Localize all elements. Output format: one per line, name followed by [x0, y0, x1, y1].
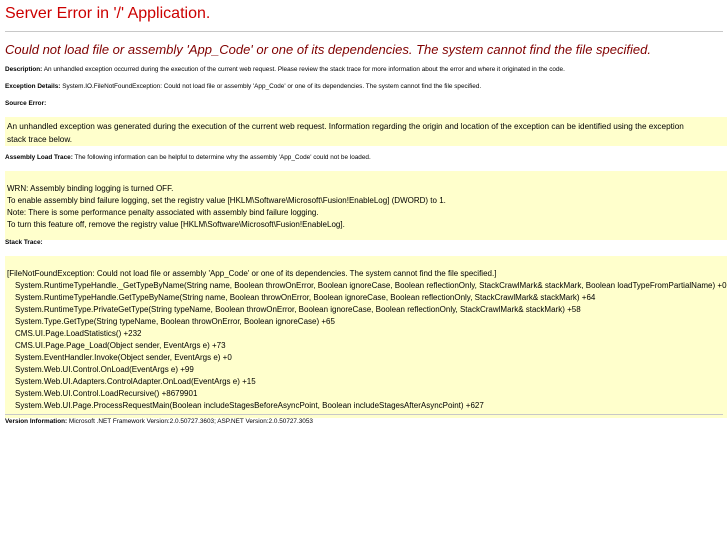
- exception-details-text: System.IO.FileNotFoundException: Could not load file or assembly 'App_Code' or one of its dependencies. The system cannot find the file specified.: [62, 83, 482, 90]
- stack-frame: System.RuntimeTypeHandle._GetTypeByName(String name, Boolean throwOnError, Boolean ignoreCase, Boolean reflectionOnly, StackCrawlMark& stackMark, Boolean loadTypeFromPartialName) +0: [15, 281, 727, 290]
- stack-frame: System.Type.GetType(String typeName, Boolean throwOnError, Boolean ignoreCase) +65: [15, 317, 335, 326]
- stack-frame: System.EventHandler.Invoke(Object sender, EventArgs e) +0: [15, 353, 232, 362]
- error-heading: Could not load file or assembly 'App_Code' or one of its dependencies. The system cannot find the file specified.: [5, 42, 651, 57]
- page-title: Server Error in '/' Application.: [5, 5, 211, 22]
- version-information-line: [5, 417, 313, 426]
- stack-trace-line: [5, 238, 43, 247]
- stack-frame: CMS.UI.Page.Page_Load(Object sender, EventArgs e) +73: [15, 341, 226, 350]
- stack-frame: System.Web.UI.Page.ProcessRequestMain(Boolean includeStagesBeforeAsyncPoint, Boolean includeStagesAfterAsyncPoint) +627: [15, 401, 484, 410]
- source-error-box: [5, 117, 727, 146]
- stack-trace-header: [FileNotFoundException: Could not load file or assembly 'App_Code' or one of its dependencies. The system cannot find the file specified.]: [7, 269, 497, 278]
- exception-details-line: [5, 82, 481, 91]
- stack-frame: System.Web.UI.Control.OnLoad(EventArgs e) +99: [15, 365, 194, 374]
- trace-line: WRN: Assembly binding logging is turned OFF.: [7, 184, 174, 193]
- stack-frame: CMS.UI.Page.LoadStatistics() +232: [15, 329, 142, 338]
- exception-details-label: Exception Details:: [5, 83, 61, 90]
- version-information-text: Microsoft .NET Framework Version:2.0.50727.3603; ASP.NET Version:2.0.50727.3053: [68, 418, 313, 425]
- assembly-load-trace-text: The following information can be helpful to determine why the assembly 'App_Code' could not be loaded.: [74, 154, 371, 161]
- stack-frame: System.RuntimeTypeHandle.GetTypeByName(String name, Boolean throwOnError, Boolean ignoreCase, Boolean reflectionOnly, StackCrawlMark& stackMark) +64: [15, 293, 596, 302]
- trace-line: To turn this feature off, remove the registry value [HKLM\Software\Microsoft\Fusion!EnableLog].: [7, 220, 345, 229]
- description-line: [5, 65, 565, 74]
- trace-line: To enable assembly bind failure logging, set the registry value [HKLM\Software\Microsoft\Fusion!EnableLog] (DWORD) to 1.: [7, 196, 446, 205]
- footer-divider: [5, 414, 723, 415]
- description-label: Description:: [5, 66, 43, 73]
- source-error-label: Source Error:: [5, 100, 47, 107]
- version-information-label: Version Information:: [5, 418, 68, 425]
- source-error-text: An unhandled exception was generated during the execution of the current web request. Information regarding the origin and location of the exception can be identified using the exception stack trace below.: [7, 122, 684, 144]
- error-page: [0, 0, 727, 61]
- stack-frame: System.Web.UI.Control.LoadRecursive() +8679901: [15, 389, 198, 398]
- stack-trace-label: Stack Trace:: [5, 239, 43, 246]
- assembly-load-trace-box: [5, 171, 727, 240]
- stack-trace-box: [5, 256, 727, 418]
- assembly-load-trace-label: Assembly Load Trace:: [5, 154, 73, 161]
- stack-frame: System.Web.UI.Adapters.ControlAdapter.OnLoad(EventArgs e) +15: [15, 377, 256, 386]
- description-text: An unhandled exception occurred during the execution of the current web request. Please review the stack trace for more information about the error and where it originated in the code.: [43, 66, 565, 73]
- trace-line: Note: There is some performance penalty associated with assembly bind failure logging.: [7, 208, 319, 217]
- assembly-load-trace-line: [5, 153, 371, 162]
- stack-frame: System.RuntimeType.PrivateGetType(String typeName, Boolean throwOnError, Boolean ignoreCase, Boolean reflectionOnly, StackCrawlMark& stackMark) +58: [15, 305, 581, 314]
- source-error-line: [5, 99, 46, 108]
